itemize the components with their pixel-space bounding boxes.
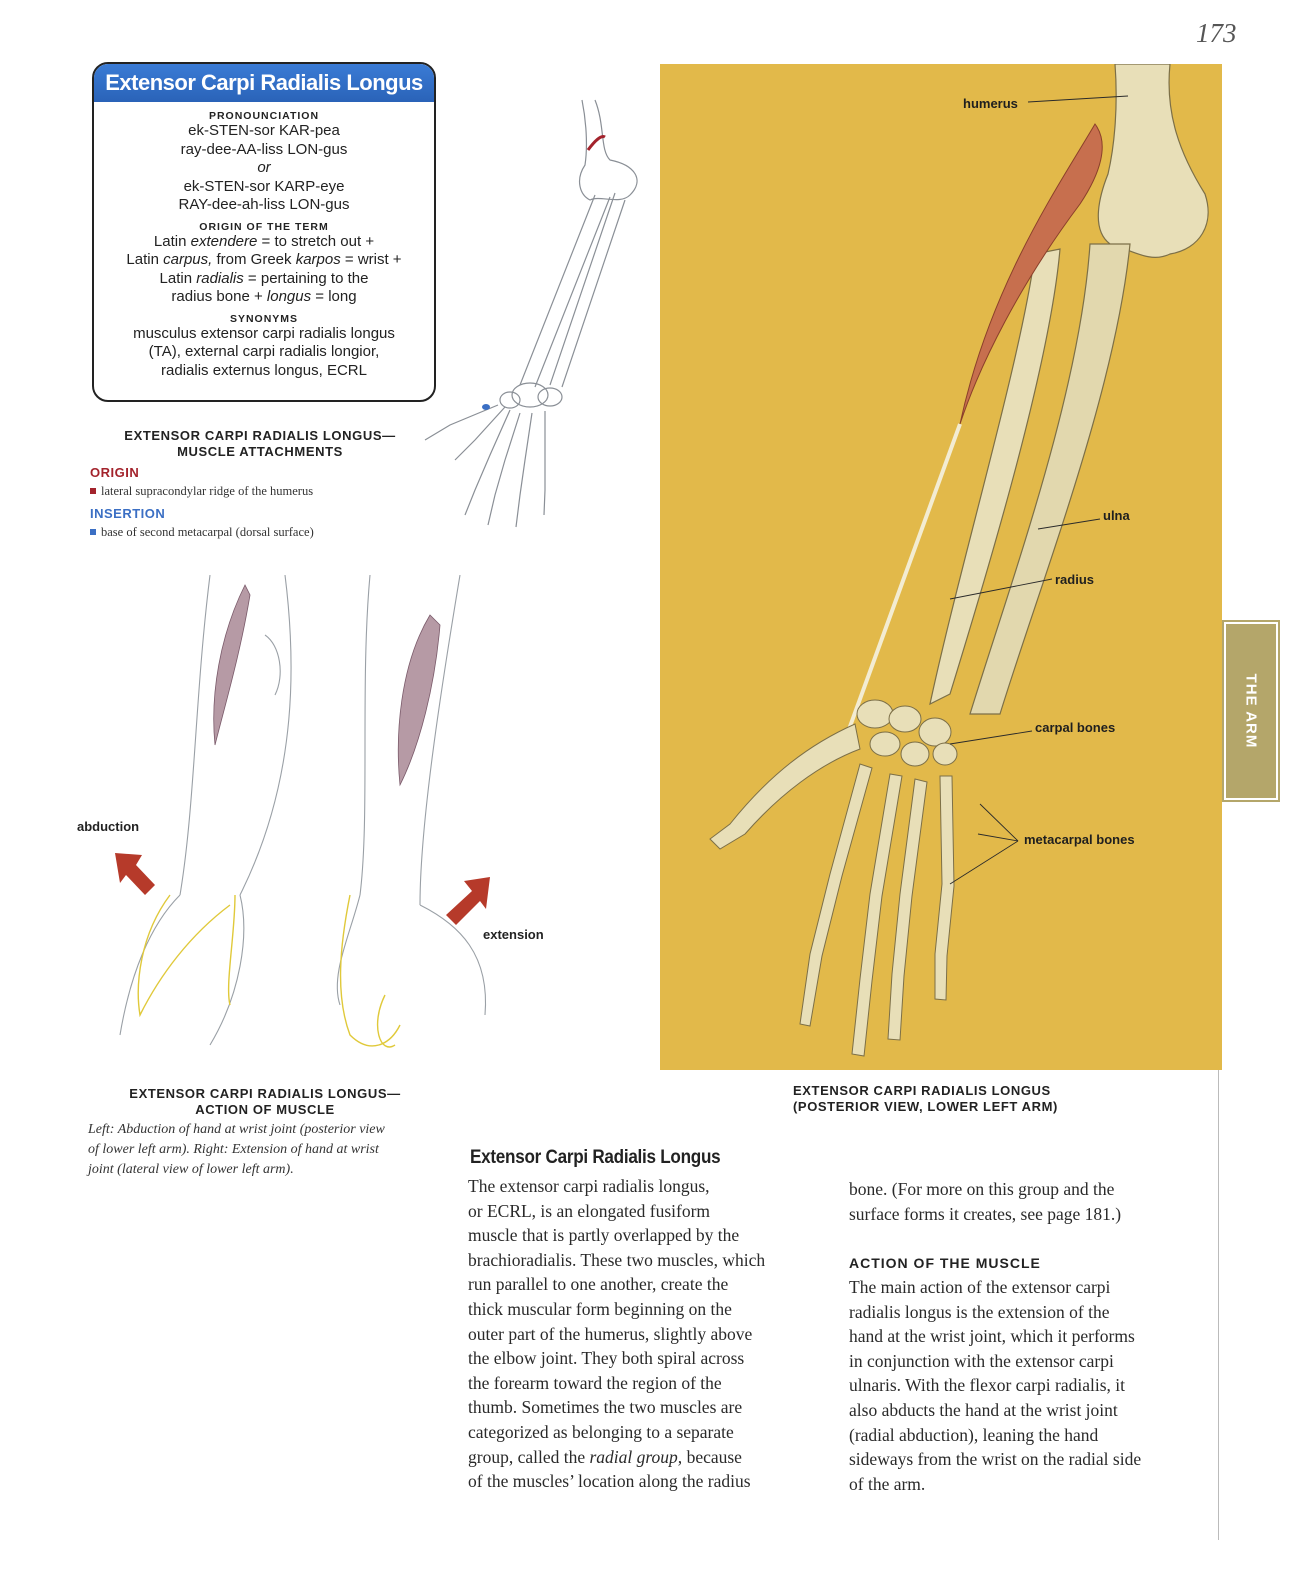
action-caption-line: joint (lateral view of lower left arm).	[88, 1162, 294, 1177]
origin-line	[94, 233, 434, 252]
extension-label: extension	[483, 927, 544, 942]
synonyms-heading: SYNONYMS	[229, 312, 299, 325]
abduction-label: abduction	[77, 819, 140, 834]
body-line: of the arm.	[849, 1473, 926, 1494]
chapter-tab-label: THE ARM	[1242, 673, 1260, 749]
pronunciation-or: or	[257, 159, 271, 176]
body-line: The main action of the extensor carpi	[849, 1277, 1111, 1297]
synonyms-line: radialis externus longus, ECRL	[161, 361, 367, 379]
action-text	[849, 1275, 1209, 1496]
plate-illustration	[660, 64, 1222, 1070]
origin-term: karpos	[295, 251, 341, 268]
article-column-1	[468, 1174, 828, 1494]
origin-heading: ORIGIN OF THE TERM	[199, 220, 329, 233]
pronunciation-line: ek-STEN-sor KAR-pea	[188, 122, 340, 139]
origin-text: from Greek	[212, 251, 296, 268]
chapter-tab[interactable]	[1224, 622, 1278, 800]
insertion-description: base of second metacarpal (dorsal surface)	[101, 525, 314, 539]
action-heading: ACTION OF THE MUSCLE	[849, 1255, 1041, 1271]
origin-text: = long	[311, 288, 357, 305]
humerus-bone	[1098, 64, 1208, 257]
carpal-bones	[857, 700, 957, 766]
body-line: sideways from the wrist on the radial side	[849, 1449, 1142, 1470]
origin-text: Latin	[159, 269, 197, 287]
origin-text: = pertaining to the	[243, 269, 369, 287]
body-line	[468, 1445, 828, 1470]
label-carpal-bones: carpal bones	[1035, 720, 1116, 735]
pronunciation-line: ray-dee-AA-liss LON-gus	[180, 140, 348, 158]
label-metacarpal-bones: metacarpal bones	[1024, 832, 1135, 847]
body-line: brachioradialis. These two muscles, which	[468, 1249, 766, 1270]
article-column-2	[849, 1177, 1209, 1226]
origin-description: lateral supracondylar ridge of the humerus	[101, 484, 314, 498]
body-line: muscle that is partly overlapped by the	[468, 1225, 740, 1246]
origin-text	[90, 484, 313, 499]
muscle-action-illustration	[100, 575, 540, 1085]
body-line: ulnaris. With the flexor carpi radialis, it	[849, 1375, 1125, 1396]
insertion-text	[90, 525, 314, 540]
body-text-run: group, called the	[468, 1446, 590, 1467]
body-line: hand at the wrist joint, which it performs	[849, 1326, 1135, 1347]
label-humerus: humerus	[963, 96, 1018, 111]
synonyms-line: (TA), external carpi radialis longior,	[148, 343, 380, 360]
body-line: of the muscles’ location along the radius	[468, 1471, 751, 1492]
body-line: in conjunction with the extensor carpi	[849, 1350, 1114, 1371]
origin-label: ORIGIN	[90, 465, 140, 480]
label-radius: radius	[1055, 572, 1095, 587]
origin-text: = to stretch out +	[257, 232, 375, 250]
body-text-run: because	[682, 1446, 742, 1467]
body-line: outer part of the humerus, slightly above	[468, 1323, 753, 1344]
body-line: surface forms it creates, see page 181.)	[849, 1203, 1122, 1224]
origin-term: extendere	[190, 232, 258, 250]
body-line: thumb. Sometimes the two muscles are	[468, 1397, 743, 1418]
action-caption	[88, 1120, 448, 1180]
attachments-title-line: MUSCLE ATTACHMENTS	[177, 444, 343, 459]
body-line: also abducts the hand at the wrist joint	[849, 1399, 1118, 1420]
article-heading: Extensor Carpi Radialis Longus	[470, 1147, 721, 1168]
origin-text: Latin	[126, 251, 164, 268]
origin-term: longus	[266, 288, 312, 305]
body-line: bone. (For more on this group and the	[849, 1179, 1115, 1199]
pronunciation-heading: PRONOUNCIATION	[208, 110, 320, 122]
origin-term: carpus,	[163, 251, 213, 268]
pronunciation-alt-line: RAY-dee-ah-liss LON-gus	[178, 196, 350, 213]
body-line: categorized as belonging to a separate	[468, 1421, 734, 1442]
infobox-body	[94, 102, 434, 380]
body-line: the elbow joint. They both spiral across	[468, 1348, 745, 1369]
action-caption-line: of lower left arm). Right: Extension of hand at wrist	[88, 1142, 379, 1157]
plate-title-line: EXTENSOR CARPI RADIALIS LONGUS	[793, 1083, 1051, 1098]
body-line: The extensor carpi radialis longus,	[468, 1176, 710, 1196]
term-infobox	[92, 62, 436, 402]
abduction-arrow-icon	[115, 853, 155, 895]
insertion-swatch	[90, 529, 96, 535]
thumb-bones	[710, 724, 860, 849]
origin-text: = wrist +	[340, 251, 402, 268]
extension-arrow-icon	[446, 877, 490, 925]
anatomy-plate	[660, 64, 1222, 1070]
origin-line	[94, 270, 434, 289]
label-ulna: ulna	[1103, 508, 1130, 523]
muscle-right	[398, 615, 440, 785]
attachments-title	[100, 428, 420, 460]
body-line: thick muscular form beginning on the	[468, 1298, 732, 1319]
attachments-title-line: EXTENSOR CARPI RADIALIS LONGUS—	[124, 428, 396, 443]
margin-rule	[1218, 1070, 1219, 1540]
muscle-left	[214, 585, 250, 745]
action-title	[90, 1086, 440, 1118]
insertion-marker	[482, 404, 490, 410]
origin-text: Latin	[153, 232, 191, 250]
origin-term: radialis	[196, 269, 244, 287]
origin-line	[94, 251, 434, 270]
origin-line	[94, 288, 434, 307]
insertion-label: INSERTION	[90, 506, 166, 521]
page-number: 173	[1196, 18, 1237, 48]
arm-skeleton-illustration	[410, 95, 660, 535]
body-line: the forearm toward the region of the	[468, 1372, 722, 1393]
body-line: (radial abduction), leaning the hand	[849, 1424, 1099, 1445]
plate-title-line: (POSTERIOR VIEW, LOWER LEFT ARM)	[793, 1099, 1058, 1114]
action-caption-line: Left: Abduction of hand at wrist joint (posterior view	[88, 1122, 385, 1137]
synonyms-line: musculus extensor carpi radialis longus	[133, 324, 395, 342]
body-line: or ECRL, is an elongated fusiform	[468, 1200, 711, 1221]
body-term: radial group,	[589, 1446, 683, 1467]
infobox-title: Extensor Carpi Radialis Longus	[94, 64, 434, 102]
plate-title	[793, 1083, 1058, 1115]
body-line: radialis longus is the extension of the	[849, 1301, 1110, 1322]
origin-swatch	[90, 488, 96, 494]
ecrl-tendon	[840, 424, 960, 754]
pronunciation-alt-line: ek-STEN-sor KARP-eye	[183, 177, 345, 195]
body-line: run parallel to one another, create the	[468, 1274, 729, 1295]
origin-text: radius bone +	[171, 288, 267, 305]
action-title-line: ACTION OF MUSCLE	[195, 1102, 335, 1117]
action-title-line: EXTENSOR CARPI RADIALIS LONGUS—	[129, 1086, 401, 1101]
metacarpal-bones	[800, 764, 954, 1056]
